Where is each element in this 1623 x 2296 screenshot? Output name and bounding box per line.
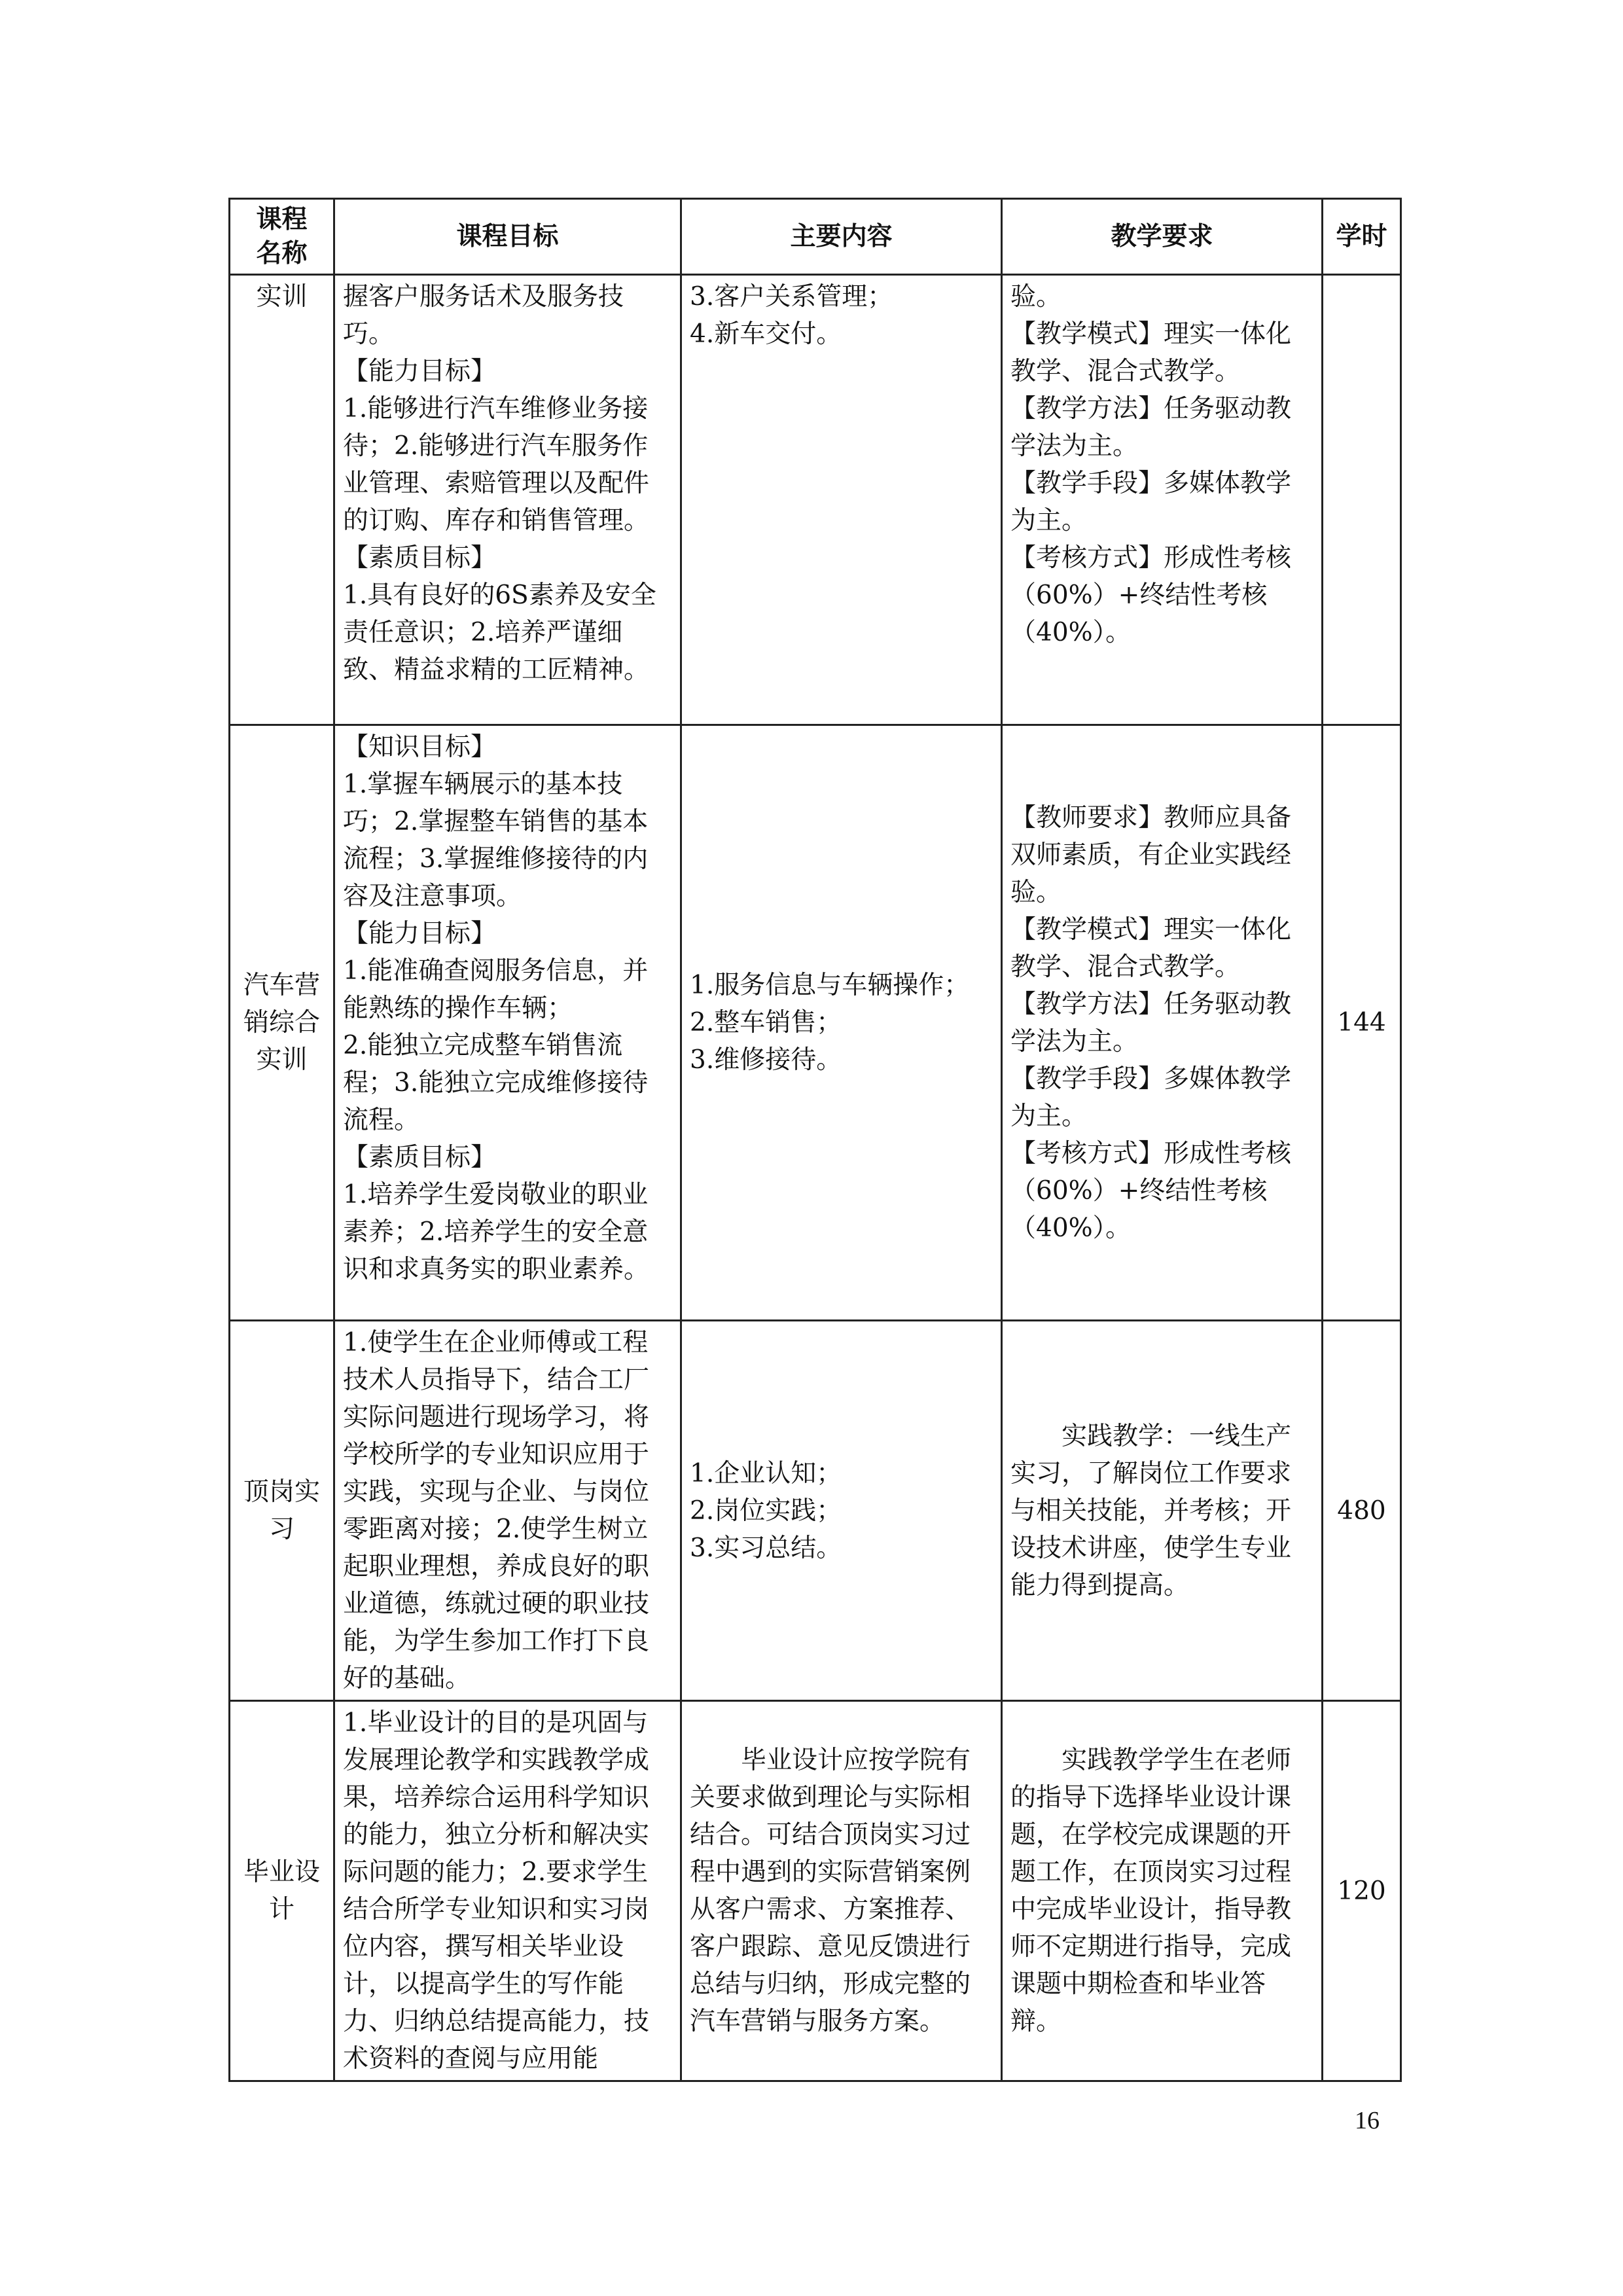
- requirement-line: 【教学方法】任务驱动教学法为主。: [1010, 394, 1292, 461]
- content-line: 毕业设计应按学院有关要求做到理论与实际相结合。可结合顶岗实习过程中遇到的实际营销案例从客户需求、方案推荐、客户跟踪、意见反馈进行总结与归纳，形成完整的汽车营销与服务方案。: [690, 1746, 971, 2036]
- goal-line: 【知识目标】: [343, 732, 497, 762]
- requirement-line: 【考核方式】形成性考核（60%）+终结性考核（40%）。: [1010, 1138, 1292, 1243]
- course-hours: [1323, 275, 1401, 725]
- requirement-line: 实践教学：一线生产实习，了解岗位工作要求与相关技能，并考核；开设技术讲座，使学生专业能力得到提高。: [1010, 1421, 1292, 1600]
- main-content: [681, 1701, 1002, 2081]
- content-line: 2.整车销售；: [690, 1008, 842, 1037]
- content-line: 3.实习总结。: [690, 1533, 842, 1563]
- header-course-goals: 课程目标: [334, 199, 681, 275]
- requirement-line: 【教学手段】多媒体教学为主。: [1010, 1064, 1292, 1131]
- course-goals: [334, 275, 681, 725]
- header-course-name: 课程名称: [230, 199, 334, 275]
- content-line: 1.服务信息与车辆操作；: [690, 971, 970, 1000]
- header-hours: 学时: [1323, 199, 1401, 275]
- table-row: [230, 725, 1401, 1321]
- content-line: 2.岗位实践；: [690, 1496, 842, 1526]
- goal-line: 1.掌握车辆展示的基本技巧；2.掌握整车销售的基本流程；3.掌握维修接待的内容及注意事项。: [343, 770, 649, 911]
- goal-line: 【素质目标】: [343, 543, 497, 573]
- curriculum-table: [228, 198, 1402, 2082]
- table-row: [230, 1701, 1401, 2081]
- main-content: [681, 1321, 1002, 1701]
- requirement-line: 【考核方式】形成性考核（60%）+终结性考核（40%）。: [1010, 543, 1292, 647]
- course-hours: 144: [1323, 725, 1401, 1321]
- course-goals: [334, 725, 681, 1321]
- table-row: [230, 275, 1401, 725]
- course-name: 实训: [230, 275, 334, 725]
- course-name: 毕业设计: [230, 1701, 334, 2081]
- goal-line: 1.能够进行汽车维修业务接待；2.能够进行汽车服务作业管理、索赔管理以及配件的订购、库存和销售管理。: [343, 394, 650, 535]
- goal-line: 【能力目标】: [343, 357, 497, 386]
- goal-line: 【能力目标】: [343, 919, 497, 948]
- table-header-row: [230, 199, 1401, 275]
- goal-line: 1.具有良好的6S素养及安全责任意识；2.培养严谨细致、精益求精的工匠精神。: [343, 581, 656, 685]
- goal-line: 2.能独立完成整车销售流程；3.能独立完成维修接待流程。: [343, 1031, 649, 1135]
- requirement-line: 【教师要求】教师应具备双师素质，有企业实践经验。: [1010, 802, 1292, 907]
- goal-line: 握客户服务话术及服务技巧。: [343, 282, 624, 349]
- teaching-requirements: [1002, 1701, 1323, 2081]
- course-hours: 120: [1323, 1701, 1401, 2081]
- main-content: [681, 275, 1002, 725]
- teaching-requirements: [1002, 725, 1323, 1321]
- course-name: 顶岗实习: [230, 1321, 334, 1701]
- header-main-content: 主要内容: [681, 199, 1002, 275]
- table-row: [230, 1321, 1401, 1701]
- goal-line: 1.毕业设计的目的是巩固与发展理论教学和实践教学成果，培养综合运用科学知识的能力，独立分析和解决实际问题的能力；2.要求学生结合所学专业知识和实习岗位内容，撰写相关毕业设计，以提高学生的写作能力、归纳总结提高能力，技术资料的查阅与应用能: [343, 1708, 650, 2073]
- requirement-line: 【教学模式】理实一体化教学、混合式教学。: [1010, 914, 1292, 982]
- teaching-requirements: [1002, 275, 1323, 725]
- content-line: 3.维修接待。: [690, 1045, 842, 1075]
- course-hours: 480: [1323, 1321, 1401, 1701]
- requirement-line: 实践教学学生在老师的指导下选择毕业设计课题，在学校完成课题的开题工作，在顶岗实习过程中完成毕业设计，指导教师不定期进行指导，完成课题中期检查和毕业答辩。: [1010, 1746, 1292, 2036]
- course-goals: [334, 1701, 681, 2081]
- content-line: 1.企业认知；: [690, 1458, 842, 1488]
- requirement-line: 【教学手段】多媒体教学为主。: [1010, 469, 1292, 535]
- goal-line: 【素质目标】: [343, 1143, 497, 1172]
- course-name: 汽车营销综合实训: [230, 725, 334, 1321]
- main-content: [681, 725, 1002, 1321]
- header-teaching-requirements: 教学要求: [1002, 199, 1323, 275]
- page-number: 16: [1355, 2107, 1380, 2134]
- teaching-requirements: [1002, 1321, 1323, 1701]
- goal-line: 1.能准确查阅服务信息，并能熟练的操作车辆；: [343, 956, 649, 1023]
- requirement-line: 【教学方法】任务驱动教学法为主。: [1010, 989, 1292, 1056]
- goal-line: 1.培养学生爱岗敬业的职业素养；2.培养学生的安全意识和求真务实的职业素养。: [343, 1180, 650, 1284]
- content-line: 3.客户关系管理；: [690, 282, 893, 312]
- content-line: 4.新车交付。: [690, 319, 842, 349]
- requirement-line: 验。: [1010, 282, 1062, 312]
- goal-line: 1.使学生在企业师傅或工程技术人员指导下，结合工厂实际问题进行现场学习，将学校所学的专业知识应用于实践，实现与企业、与岗位零距离对接；2.使学生树立起职业理想，养成良好的职业道德，练就过硬的职业技能，为学生参加工作打下良好的基础。: [343, 1328, 650, 1693]
- course-goals: [334, 1321, 681, 1701]
- requirement-line: 【教学模式】理实一体化教学、混合式教学。: [1010, 319, 1292, 386]
